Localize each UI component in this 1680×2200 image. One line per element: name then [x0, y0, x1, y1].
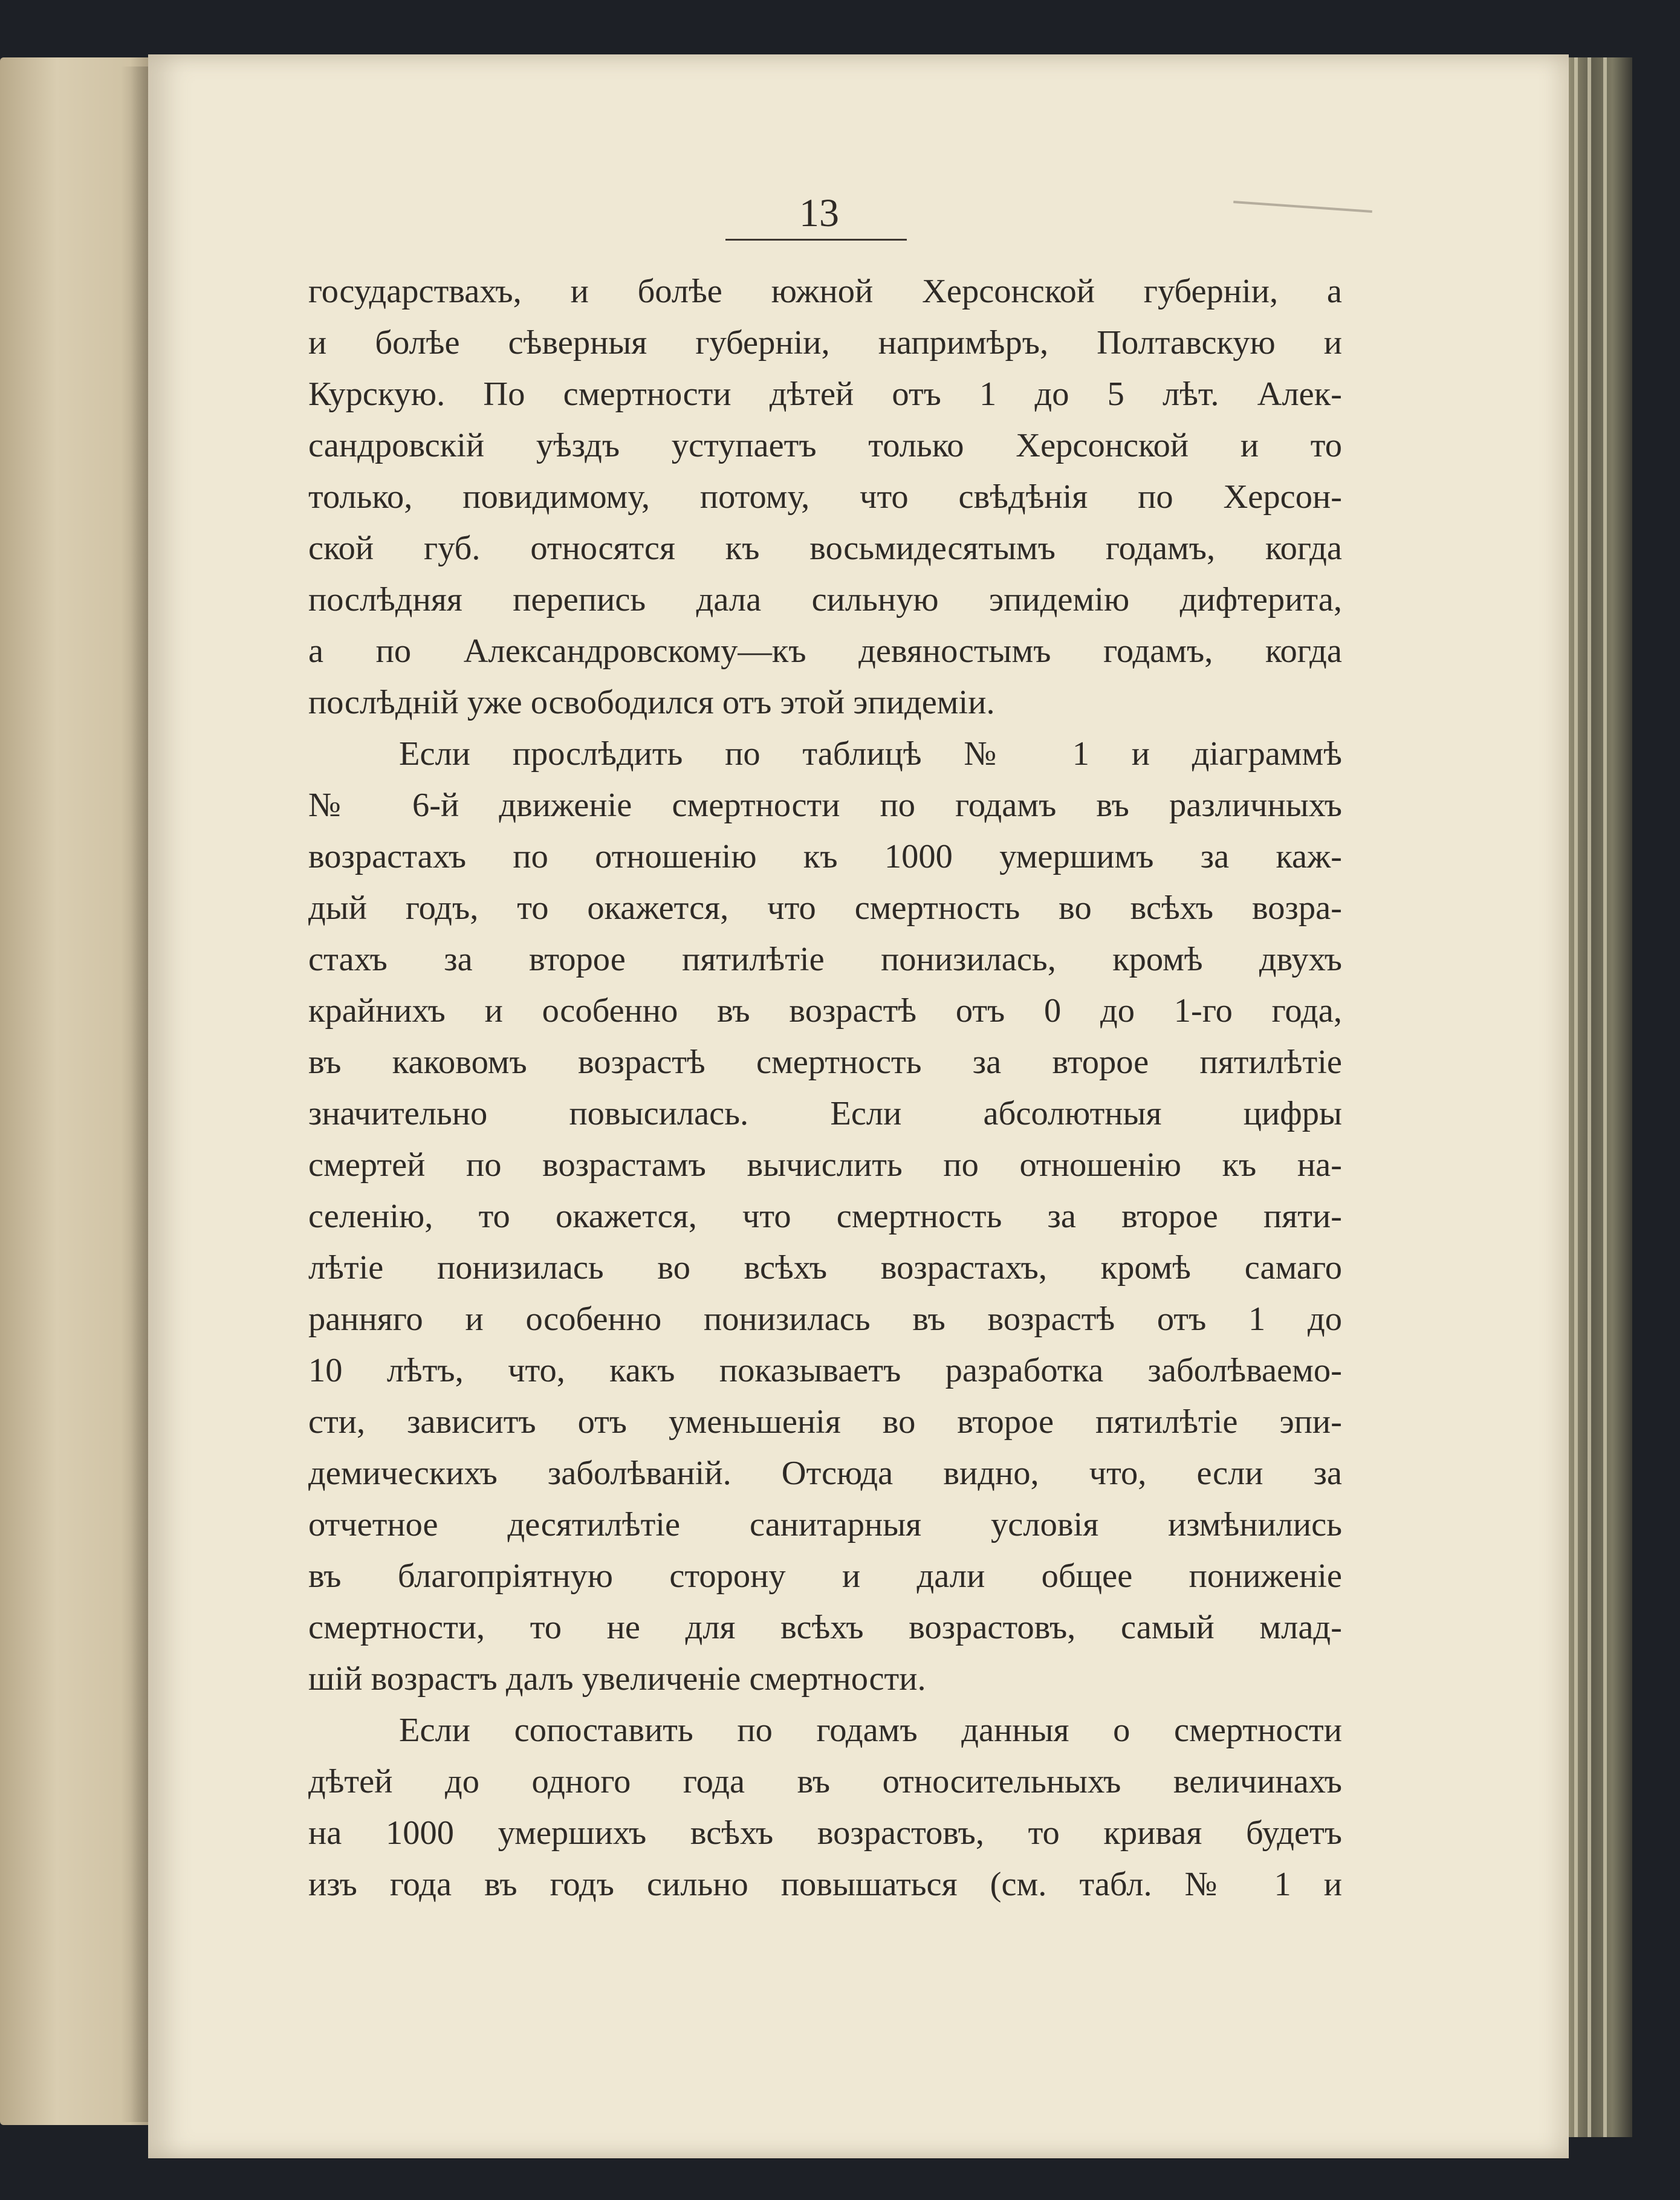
text-line: 10 лѣтъ, что, какъ показываетъ разработка заболѣваемо- [308, 1352, 1342, 1389]
text-line: Курскую. По смертности дѣтей отъ 1 до 5 лѣт. Алек- [308, 375, 1342, 413]
page-edge-stripe [1603, 57, 1607, 2137]
text-line: изъ года въ годъ сильно повышаться (см. табл. № 1 и [308, 1866, 1342, 1903]
right-page-stack [1566, 57, 1632, 2137]
page-number: 13 [799, 191, 839, 235]
text-line: государствахъ, и болѣе южной Херсонской губерніи, а [308, 273, 1342, 310]
text-line: смертности, то не для всѣхъ возрастовъ, самый млад- [308, 1609, 1342, 1646]
text-line: крайнихъ и особенно въ возрастѣ отъ 0 до 1-го года, [308, 992, 1342, 1030]
text-line: селенію, то окажется, что смертность за второе пяти- [308, 1198, 1342, 1235]
text-line: № 6-й движеніе смертности по годамъ въ различныхъ [308, 787, 1342, 824]
text-line: лѣтіе понизилась во всѣхъ возрастахъ, кромѣ самаго [308, 1249, 1342, 1287]
text-line: сандровскій уѣздъ уступаетъ только Херсонской и то [308, 427, 1342, 464]
text-line: шій возрастъ далъ увеличеніе смертности. [308, 1660, 926, 1698]
text-line: возрастахъ по отношенію къ 1000 умершимъ за каж- [308, 838, 1342, 875]
text-line: стахъ за второе пятилѣтіе понизилась, кромѣ двухъ [308, 941, 1342, 978]
text-line: на 1000 умершихъ всѣхъ возрастовъ, то кривая будетъ [308, 1814, 1342, 1852]
page-edge-stripe [1574, 57, 1578, 2137]
text-line: дый годъ, то окажется, что смертность во всѣхъ возра- [308, 889, 1342, 927]
text-line: Если сопоставить по годамъ данныя о смертности [399, 1712, 1342, 1749]
text-line: послѣдняя перепись дала сильную эпидемію дифтерита, [308, 581, 1342, 618]
text-line: ской губ. относятся къ восьмидесятымъ годамъ, когда [308, 530, 1342, 567]
text-line: и болѣе сѣверныя губерніи, напримѣръ, Полтавскую и [308, 324, 1342, 362]
text-line: въ каковомъ возрастѣ смертность за второе пятилѣтіе [308, 1043, 1342, 1081]
page-number-rule [725, 239, 907, 241]
text-line: послѣдній уже освободился отъ этой эпидеміи. [308, 684, 995, 721]
text-line: смертей по возрастамъ вычислить по отношенію къ на- [308, 1146, 1342, 1184]
text-line: въ благопріятную сторону и дали общее пониженіе [308, 1557, 1342, 1595]
text-line: только, повидимому, потому, что свѣдѣнія по Херсон- [308, 478, 1342, 516]
text-line: а по Александровскому—къ девяностымъ годамъ, когда [308, 632, 1342, 670]
page-edge-stripe [1588, 57, 1591, 2137]
text-line: демическихъ заболѣваній. Отсюда видно, что, если за [308, 1455, 1342, 1492]
text-line: значительно повысилась. Если абсолютныя цифры [308, 1095, 1342, 1132]
body-text [308, 266, 1342, 1910]
text-line: ранняго и особенно понизилась въ возрастѣ отъ 1 до [308, 1300, 1342, 1338]
text-line: сти, зависитъ отъ уменьшенія во второе пятилѣтіе эпи- [308, 1403, 1342, 1441]
text-line: дѣтей до одного года въ относительныхъ величинахъ [308, 1763, 1342, 1800]
text-line: отчетное десятилѣтіе санитарныя условія измѣнились [308, 1506, 1342, 1543]
text-line: Если прослѣдить по таблицѣ № 1 и діаграммѣ [399, 735, 1342, 773]
